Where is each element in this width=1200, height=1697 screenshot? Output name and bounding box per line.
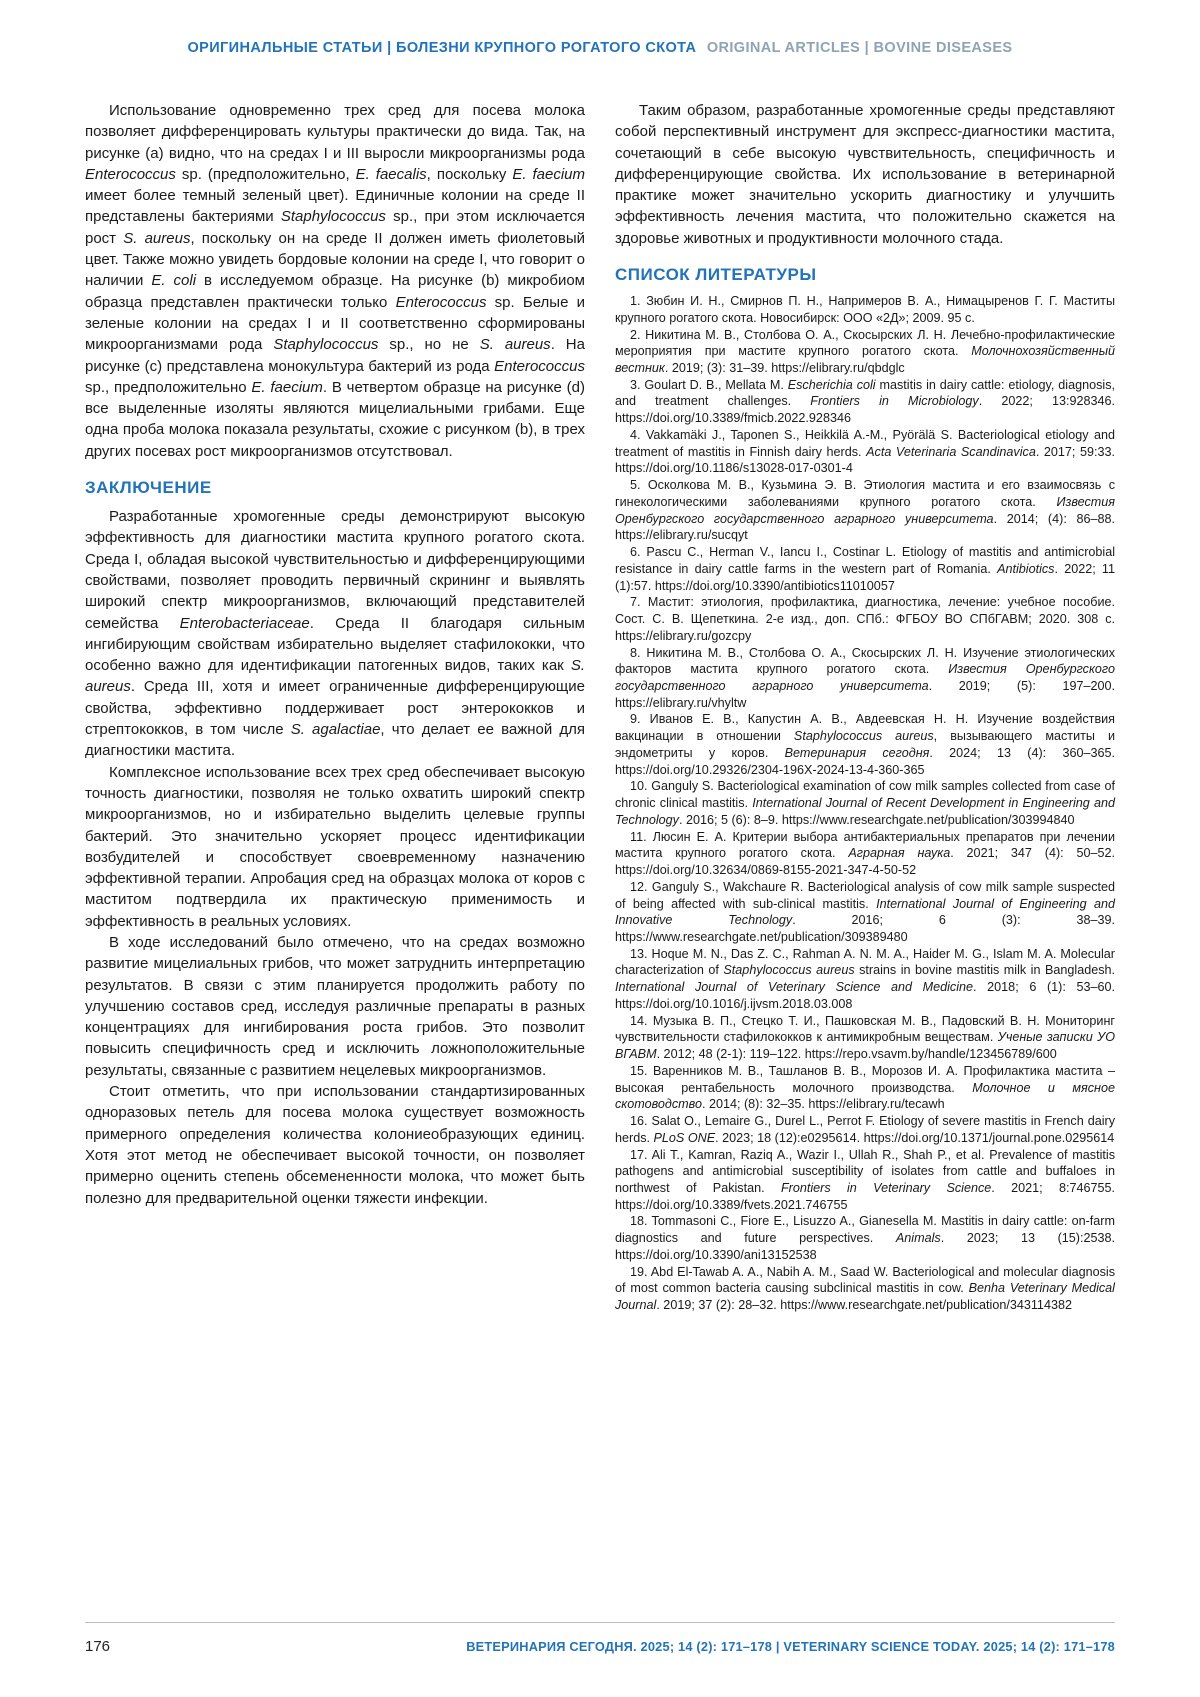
reference-item: 18. Tommasoni C., Fiore E., Lisuzzo A., Gianesella M. Mastitis in dairy cattle: on-farm diagnostics and future perspectives. Animals. 2023; 13 (15):2538. https://doi.org/10.3390/ani13152538 xyxy=(615,1214,1115,1262)
column-left xyxy=(85,100,585,1314)
page-header xyxy=(85,40,1115,56)
reference-item: 7. Мастит: этиология, профилактика, диагностика, лечение: учебное пособие. Сост. С. В. Щепеткина. 2-е изд., доп. СПб.: ФГБОУ ВО СПбГАВМ; 2020. 308 с. https://elibrary.ru/gozcpy xyxy=(615,595,1115,643)
reference-item: 2. Никитина М. В., Столбова О. А., Скосырских Л. Н. Лечебно-профилактические мероприятия при мастите крупного рогатого скота. Молочнохозяйственный вестник. 2019; (3): 31–39. https://elibrary.ru/qbdglc xyxy=(615,327,1115,376)
header-rubric-en: ORIGINAL ARTICLES | BOVINE DISEASES xyxy=(706,40,1013,56)
reference-item: 17. Ali T., Kamran, Raziq A., Wazir I., Ullah R., Shah P., et al. Prevalence of mastitis pathogens and antimicrobial susceptibility of isolates from cattle and buffaloes in northwest of Pakistan. Frontiers in Veterinary Science. 2021; 8:746755. https://doi.org/10.3389/fvets.2021.746755 xyxy=(615,1147,1115,1212)
column-right xyxy=(615,100,1115,1314)
reference-item: 11. Люсин Е. А. Критерии выбора антибактериальных препаратов при лечении мастита крупного рогатого скота. Аграрная наука. 2021; 347 (4): 50–52. https://doi.org/10.32634/0869-8155-2021-347-4-50-52 xyxy=(615,829,1116,878)
reference-item: 4. Vakkamäki J., Taponen S., Heikkilä A.-M., Pyörälä S. Bacteriological etiology and treatment of mastitis in Finnish dairy herds. Acta Veterinaria Scandinavica. 2017; 59:33. https://doi.org/10.1186/s13028-017-0301-4 xyxy=(615,427,1116,476)
references-list xyxy=(615,293,1115,1314)
reference-item: 16. Salat O., Lemaire G., Durel L., Perrot F. Etiology of severe mastitis in French dairy herds. PLoS ONE. 2023; 18 (12):e0295614. https://doi.org/10.1371/journal.pone.0295614 xyxy=(615,1114,1115,1145)
body-paragraph: Комплексное использование всех трех сред обеспечивает высокую точность диагностики, позволяя не только охватить широкий спектр микроорганизмов, но и избирательно выделить целевые группы бактерий. Это значительно ускоряет процесс идентификации возбудителей и способствует своевременному назначению эффективной терапии. Апробация сред на образцах молока от коров с маститом подтвердила их практическую применимость и эффективность в реальных условиях. xyxy=(85,763,585,930)
body-paragraph: Таким образом, разработанные хромогенные среды представляют собой перспективный инструмент для экспресс-диагностики мастита, сочетающий в себе высокую чувствительность, специфичность и дифференцирующие свойства. Их использование в ветеринарной практике может значительно ускорить диагностику и улучшить эффективность лечения мастита, что положительно скажется на здоровье животных и продуктивности молочного стада. xyxy=(615,102,1115,247)
conclusion-paragraphs xyxy=(85,506,585,1209)
article-body xyxy=(85,100,1115,1314)
closing-paragraphs xyxy=(615,100,1115,249)
reference-item: 13. Hoque M. N., Das Z. C., Rahman A. N. M. A., Haider M. G., Islam M. A. Molecular characterization of Staphylococcus aureus strains in bovine mastitis milk in Bangladesh. International Journal of Veterinary Science and Medicine. 2018; 6 (1): 53–60. https://doi.org/10.1016/j.ijvsm.2018.03.008 xyxy=(615,946,1116,1011)
reference-item: 3. Goulart D. B., Mellata M. Escherichia coli mastitis in dairy cattle: etiology, diagnosis, and treatment challenges. Frontiers in Microbiology. 2022; 13:928346. https://doi.org/10.3389/fmicb.2022.928346 xyxy=(615,377,1116,426)
body-paragraph: Разработанные хромогенные среды демонстрируют высокую эффективность для диагностики мастита крупного рогатого скота. Среда I, обладая высокой чувствительностью и дифференцирующими свойствами, позволяет проводить первичный скрининг и выявлять широкий спектр микроорганизмов, включающий представителей семейства Enterobacteriaceae. Среда II благодаря сильным ингибирующим свойствам избирательно выделяет стафилококки, что особенно важно для идентификации патогенных видов, таких как S. aureus. Среда III, хотя и имеет ограниченные дифференцирующие свойства, эффективно поддерживает рост энтерококков и стрептококков, в том числе S. agalactiae, что делает ее важной для диагностики мастита. xyxy=(85,508,586,760)
page-number: 176 xyxy=(85,1638,111,1655)
reference-item: 5. Осколкова М. В., Кузьмина Э. В. Этиология мастита и его взаимосвязь с гинекологическими заболеваниями крупного рогатого скота. Известия Оренбургского государственного аграрного университета. 2014; (4): 86–88. https://elibrary.ru/sucqyt xyxy=(615,478,1116,543)
body-paragraph: Использование одновременно трех сред для посева молока позволяет дифференцировать культуры практически до вида. Так, на рисунке (a) видно, что на средах I и III выросли микроорганизмы рода Enterococcus sp. (предположительно, E. faecalis, поскольку E. faecium имеет более темный зеленый цвет). Единичные колонии на среде II представлены бактериями Staphylococcus sp., при этом исключается рост S. aureus, поскольку он на среде II должен иметь фиолетовый цвет. Также можно увидеть бордовые колонии на среде I, что говорит о наличии E. coli в исследуемом образце. На рисунке (b) микробиом образца представлен практически только Enterococcus sp. Белые и зеленые колонии на средах I и II соответственно сформированы микроорганизмами рода Staphylococcus sp., но не S. aureus. На рисунке (c) представлена монокультура бактерий из рода Enterococcus sp., предположительно E. faecium. В четвертом образце на рисунке (d) все выделенные изоляты являются мицелиальными грибами. Еще одна проба молока показала результаты, схожие с рисунком (b), в трех других посевах рост микроорганизмов отсутствовал. xyxy=(85,102,586,460)
body-paragraph: Стоит отметить, что при использовании стандартизированных одноразовых петель для посева молока существует возможность примерного определения количества колониеобразующих единиц. Хотя этот метод не обеспечивает высокой точности, он позволяет примерно оценить степень обсемененности молока, что может быть полезно для предварительной оценки тяжести инфекции. xyxy=(85,1083,585,1207)
reference-item: 15. Варенников М. В., Ташланов В. В., Морозов И. А. Профилактика мастита – высокая рентабельность молочного производства. Молочное и мясное скотоводство. 2014; (8): 32–35. https://elibrary.ru/tecawh xyxy=(615,1063,1115,1112)
intro-paragraphs xyxy=(85,100,585,462)
footer-rule xyxy=(85,1622,1115,1623)
reference-item: 10. Ganguly S. Bacteriological examination of cow milk samples collected from case of chronic clinical mastitis. International Journal of Recent Development in Engineering and Technology. 2016; 5 (6): 8–9. https://www.researchgate.net/publication/303994840 xyxy=(615,779,1115,827)
references-heading: СПИСОК ЛИТЕРАТУРЫ xyxy=(615,265,817,285)
footer-row xyxy=(85,1638,1115,1655)
body-paragraph: В ходе исследований было отмечено, что на средах возможно развитие мицелиальных грибов, что может затруднить интерпретацию результатов. В связи с этим планируется продолжить работу по улучшению составов сред, исследуя различные препараты в разных концентрациях для ингибирования роста грибов. Это позволит повысить специфичность сред и исключить ложноположительные результаты, связанные с развитием нецелевых микроорганизмов. xyxy=(85,933,585,1079)
reference-item: 12. Ganguly S., Wakchaure R. Bacteriological analysis of cow milk sample suspected of being affected with sub-clinical mastitis. International Journal of Engineering and Innovative Technology. 2016; 6 (3): 38–39. https://www.researchgate.net/publication/309389480 xyxy=(615,879,1115,944)
reference-item: 19. Abd El-Tawab A. A., Nabih A. M., Saad W. Bacteriological and molecular diagnosis of most common bacteria causing subclinical mastitis in cow. Benha Veterinary Medical Journal. 2019; 37 (2): 28–32. https://www.researchgate.net/publication/343114382 xyxy=(615,1264,1115,1313)
conclusion-heading: ЗАКЛЮЧЕНИЕ xyxy=(85,478,212,498)
footer-citation: ВЕТЕРИНАРИЯ СЕГОДНЯ. 2025; 14 (2): 171–178 | VETERINARY SCIENCE TODAY. 2025; 14 (2): 171–178 xyxy=(466,1639,1115,1654)
reference-item: 8. Никитина М. В., Столбова О. А., Скосырских Л. Н. Изучение этиологических факторов мастита крупного рогатого скота. Известия Оренбургского государственного аграрного университета. 2019; (5): 197–200. https://elibrary.ru/vhyltw xyxy=(615,645,1115,710)
reference-item: 9. Иванов Е. В., Капустин А. В., Авдеевская Н. Н. Изучение воздействия вакцинации в отношении Staphylococcus aureus, вызывающего маститы и эндометриты у коров. Ветеринария сегодня. 2024; 13 (4): 360–365. https://doi.org/10.29326/2304-196X-2024-13-4-360-365 xyxy=(615,712,1115,777)
reference-item: 6. Pascu C., Herman V., Iancu I., Costinar L. Etiology of mastitis and antimicrobial resistance in dairy cattle farms in the western part of Romania. Antibiotics. 2022; 11 (1):57. https://doi.org/10.3390/antibiotics11010057 xyxy=(615,545,1116,593)
reference-item: 14. Музыка В. П., Стецко Т. И., Пашковская М. В., Падовский В. Н. Мониторинг чувствительности стафилококков к антимикробным веществам. Ученые записки УО ВГАВМ. 2012; 48 (2-1): 119–122. https://repo.vsavm.by/handle/123456789/600 xyxy=(615,1013,1115,1062)
page-footer xyxy=(85,1622,1115,1655)
reference-item: 1. Зюбин И. Н., Смирнов П. Н., Напримеров В. А., Нимацыренов Г. Г. Маститы крупного рогатого скота. Новосибирск: ООО «2Д»; 2009. 95 с. xyxy=(615,294,1115,325)
header-rubric-ru: ОРИГИНАЛЬНЫЕ СТАТЬИ | БОЛЕЗНИ КРУПНОГО РОГАТОГО СКОТА xyxy=(187,40,697,56)
